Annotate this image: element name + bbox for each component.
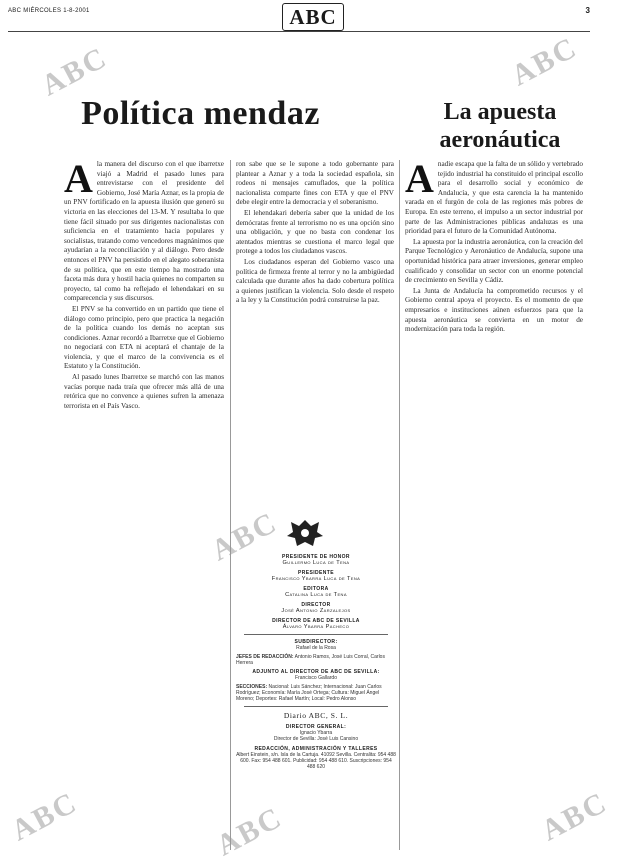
main-editorial-column-2 <box>236 160 394 490</box>
header-rule <box>8 31 590 32</box>
masthead-separator <box>244 706 388 707</box>
masthead-name: Álvaro Ybarra Pacheco <box>282 624 350 630</box>
redaccion-text: Antonio Ramos, José Luis Corral, Carlos Herrera <box>236 654 385 666</box>
paragraph: La apuesta por la industria aeronáutica, con la creación del Parque Tecnológico y Aeronáutico de Andalucía, supone una oportunidad histórica para atraer inversiones, generar empleo cualificado y consolidar un sector con un enorme potencial de crecimiento en Sevilla y Cádiz. <box>405 237 583 285</box>
page-date: ABC MIÉRCOLES 1-8-2001 <box>8 8 90 14</box>
paragraph: El lehendakari debería saber que la unidad de los demócratas frente al terrorismo no es una opción sino una obligación, y que no basta con condenar los atentados mientras se cuestiona el marco legal que protege a todos los ciudadanos vascos. <box>236 208 394 256</box>
paragraph: Los ciudadanos esperan del Gobierno vasco una política de firmeza frente al terror y no la ambigüedad calculada que durante años ha dado cobertura política a quienes justifican la violencia. Solo desde el respeto a la ley y la Constitución podrá construirse la paz. <box>236 257 394 305</box>
masthead-name: José Antonio Zarzalejos <box>281 608 351 614</box>
masthead-role: PRESIDENTE DE HONOR <box>282 554 350 560</box>
masthead-role: PRESIDENTE <box>298 570 334 576</box>
masthead <box>236 550 396 770</box>
watermark: ABC <box>211 800 288 863</box>
side-editorial-column <box>405 160 583 850</box>
gerente-note: Director de Sevilla: José Luis Cansino <box>273 736 359 742</box>
paragraph: Al pasado lunes Ibarretxe se marchó con las manos vacías porque nada traía que ofrecer más allá de una retórica que no convence a quienes sufren la amenaza terrorista en el País Vasco. <box>64 373 224 410</box>
watermark: ABC <box>6 785 83 848</box>
gerente-label: DIRECTOR GENERAL: <box>285 724 347 730</box>
secciones-block <box>236 684 396 702</box>
main-editorial-column-1 <box>64 160 224 850</box>
admin-label: REDACCIÓN, ADMINISTRACIÓN Y TALLERES <box>254 746 378 752</box>
masthead-role: DIRECTOR <box>301 602 331 608</box>
subdirector-name: Rafael de la Rosa <box>296 645 336 651</box>
redaccion-label: JEFES DE REDACCIÓN: <box>236 654 294 660</box>
subdirector-label: SUBDIRECTOR: <box>294 639 338 645</box>
paragraph: La Junta de Andalucía ha comprometido recursos y el Gobierno central apoya el proyecto. Es el momento de que empresarios e instituciones aúnen esfuerzos para que la apuesta aeronáutica se convierta en un motor de modernización para toda la región. <box>405 286 583 334</box>
column-divider <box>230 160 231 850</box>
adjunto-name: Francisco Gallardo <box>295 675 337 681</box>
address: Albert Einstein, s/n. Isla de la Cartuja. 41092 Sevilla. Centralita: 954 488 600. Fax: 954 488 601. Publicidad: 954 488 610. Suscripciones: 954 488 620 <box>236 752 396 770</box>
masthead-name: Francisco Ybarra Luca de Tena <box>271 576 361 582</box>
adjunto-label: ADJUNTO AL DIRECTOR DE ABC DE SEVILLA: <box>252 669 380 675</box>
paragraph: la manera del discurso con el que ibarretxe viajó a Madrid el pasado lunes para entrevistarse con el presidente del Gobierno, José María Aznar, es la propia de un PNV fortificado en la apuesta ilusión que generó su victoria en las elecciones del 13-M. Y resultaba lo que tiene fácil situado por sus dirigentes nacionalistas con suficiencia en el tratamiento hacia populares y socialistas, tratando como vencedores magnánimos que ayudarían a la reconciliación y al diálogo. Pero desde entonces el PNV ha persistido en el alegato soberanista de su política, que en este tiempo ha mostrado una faceta más dura y hostil hacia quienes no comparten su proyecto, tal como ha reflejado el lehendakari en su comparecencia y sus discursos. <box>64 160 224 303</box>
drop-cap: A <box>405 160 434 201</box>
watermark: ABC <box>536 785 613 848</box>
masthead-role: EDITORA <box>303 586 329 592</box>
secciones-text: Nacional: Luis Sánchez; Internacional: Juan Carlos Rodríguez; Economía: María José Ortega; Cultura: Miguel Ángel Moreno; Deportes: Rafael Martín; Local: Pedro Alonso <box>236 684 382 702</box>
coat-of-arms-icon <box>285 518 325 548</box>
drop-cap: A <box>64 160 93 201</box>
main-editorial-title: Política mendaz <box>81 95 320 132</box>
paragraph: El PNV se ha convertido en un partido que tiene el diálogo como principio, pero que practica la negación de la política cuando los demás no aceptan sus condiciones. Aznar recordó a Ibarretxe que el Gobierno no negociará con ETA ni aceptará el chantaje de la violencia, y que el marco de la convivencia es el Estatuto y la Constitución. <box>64 304 224 371</box>
paragraph: nadie escapa que la falta de un sólido y vertebrado tejido industrial ha constituido el principal escollo para el desarrollo social y económico de Andalucía, y que esta carencia la ha mantenido varada en el furgón de cola de las regiones más pobres de Europa. En este terreno, el impulso a un sector industrial por parte de las Administraciones públicas andaluzas es una prioridad para el futuro de la Comunidad Autónoma. <box>405 160 583 236</box>
publisher-name: Diario ABC, S. L. <box>283 711 349 720</box>
watermark: ABC <box>206 505 283 568</box>
masthead-name: Guillermo Luca de Tena <box>282 560 350 566</box>
paragraph: ron sabe que se le supone a todo gobernante para plantear a Aznar y a toda la sociedad española, sin rodeos ni mensajes camuflados, que la política nacionalista comparte fines con ETA y que el PNV debe elegir entre la democracia y el soberanismo. <box>236 160 394 207</box>
masthead-role: DIRECTOR DE ABC DE SEVILLA <box>272 618 360 624</box>
masthead-separator <box>244 634 388 635</box>
column-divider <box>399 160 400 850</box>
side-editorial-title: La apuesta aeronáutica <box>439 99 561 153</box>
abc-logo: ABC <box>282 3 344 31</box>
gerente-name: Ignacio Ybarra <box>299 730 333 736</box>
watermark: ABC <box>36 40 113 103</box>
secciones-label: SECCIONES: <box>236 684 268 690</box>
masthead-name: Catalina Luca de Tena <box>285 592 347 598</box>
watermark: ABC <box>506 30 583 93</box>
page-number: 3 <box>585 6 590 15</box>
redaccion-block <box>236 654 396 666</box>
